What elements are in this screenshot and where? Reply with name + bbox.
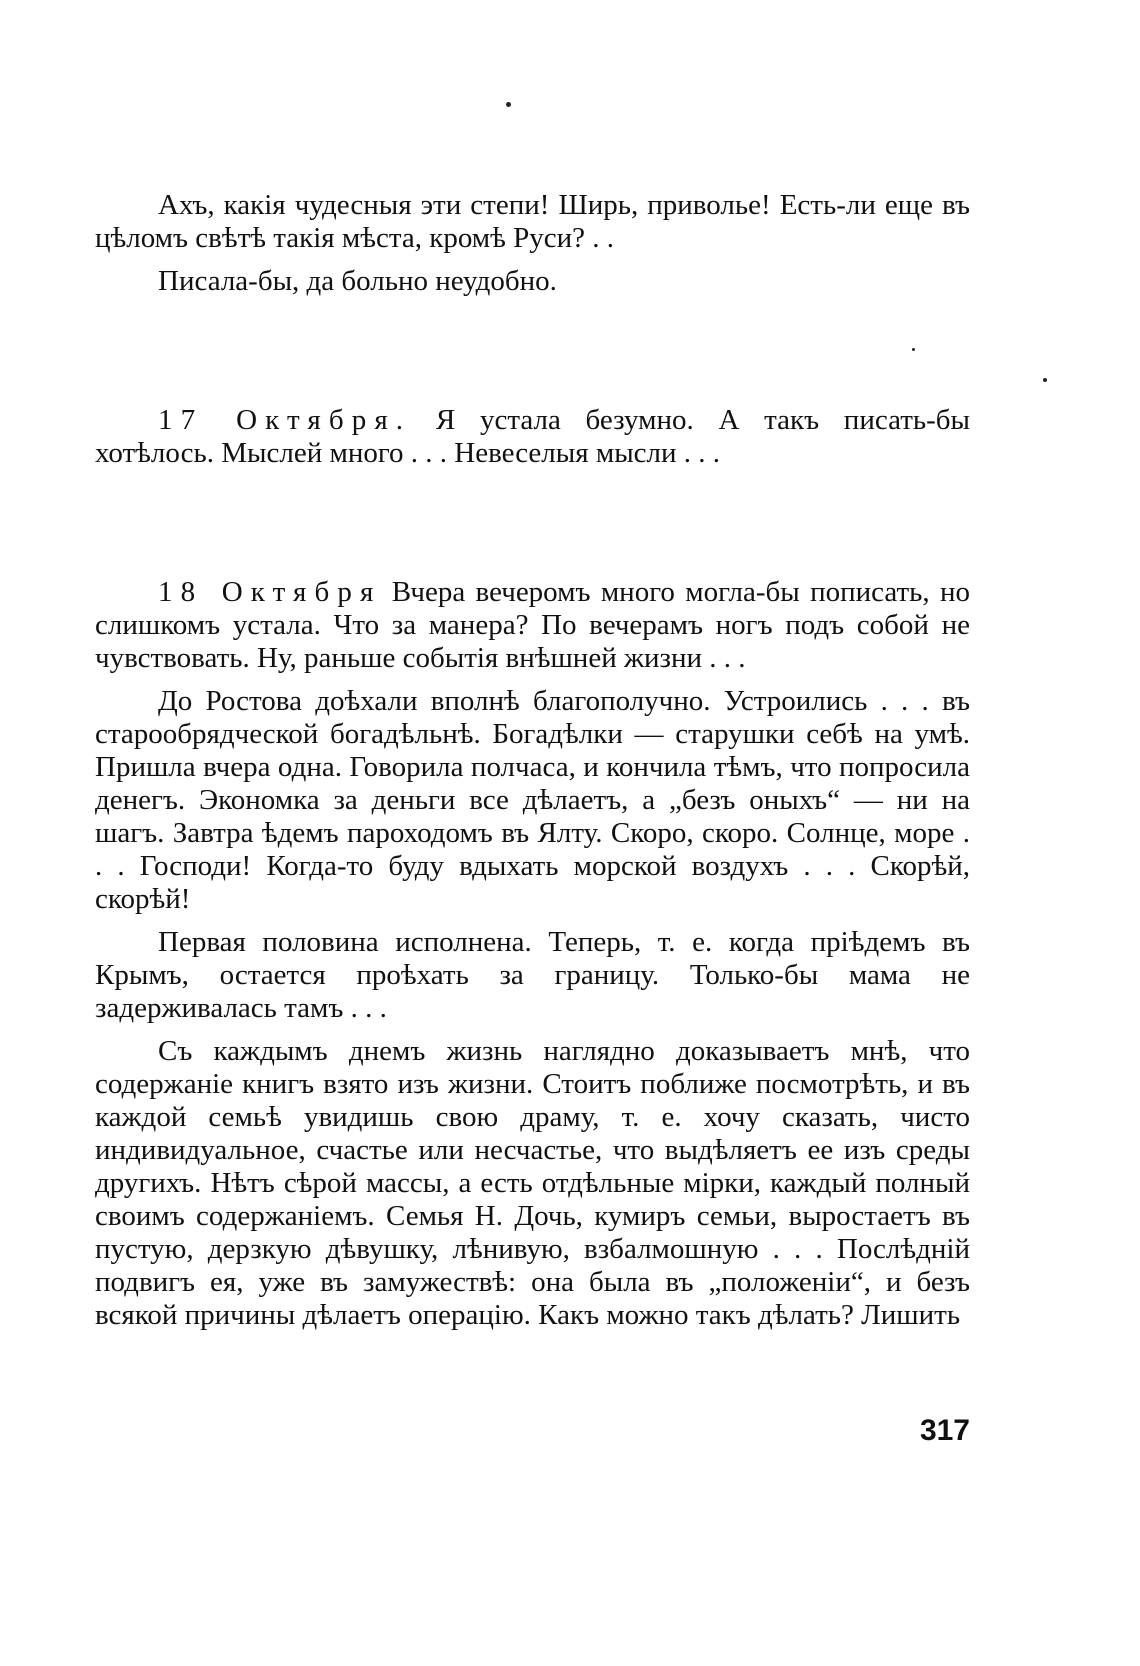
paragraph: Съ каждымъ днемъ жизнь наглядно доказываетъ мнѣ, что содержаніе книгъ взято изъ жизни. Стоитъ поближе посмотрѣть, и въ каждой семьѣ увидишь свою драму, т. е. хочу сказать, чисто индивидуальное, счастье или несчастье, что выдѣляетъ ее изъ среды другихъ. Нѣтъ сѣрой массы, а есть отдѣльные мірки, каждый полный своимъ содержаніемъ. Семья Н. Дочь, кумиръ семьи, выростаетъ въ пустую, дерзкую дѣвушку, лѣнивую, взбалмошную . . . Послѣдній подвигъ ея, уже въ замужествѣ: она была въ „положеніи“, и безъ всякой причины дѣлаетъ операцію. Какъ можно такъ дѣлать? Лишить — [95, 1035, 970, 1331]
entry-date: 17 Октября. — [158, 404, 412, 436]
entry-intro — [95, 189, 970, 298]
paragraph: До Ростова доѣхали вполнѣ благополучно. Устроились . . . въ старообрядческой богадѣльнѣ. Богадѣлки — старушки себѣ на умѣ. Пришла вчера одна. Говорила полчаса, и кончила тѣмъ, что попросила денегъ. Экономка за деньги все дѣлаетъ, а „безъ оныхъ“ — ни на шагъ. Завтра ѣдемъ пароходомъ въ Ялту. Скоро, скоро. Солнце, море . . . Господи! Когда-то буду вдыхать морской воздухъ . . . Скорѣй, скорѣй! — [95, 685, 970, 915]
print-speck — [506, 102, 511, 107]
entry-date: 18 Октября — [158, 576, 382, 608]
paragraph: Писала-бы, да больно неудобно. — [158, 265, 557, 297]
entry-paragraph — [95, 576, 970, 675]
entry-oct-17 — [95, 404, 970, 470]
paragraph: Ахъ, какія чудесныя эти степи! Ширь, приволье! Есть-ли еще въ цѣломъ свѣтѣ такія мѣста, кромѣ Руси? . . — [95, 189, 970, 254]
entry-text: Я устала безумно. А такъ писать-бы хотѣлось. Мыслей много . . . Невеселыя мысли . . . — [95, 404, 970, 469]
entry-text: Вчера вечеромъ много могла-бы пописать, но слишкомъ устала. Что за манера? По вечерамъ ногъ подъ собой не чувствовать. Ну, раньше событія внѣшней жизни . . . — [95, 576, 970, 674]
paragraph: Первая половина исполнена. Теперь, т. е. когда пріѣдемъ въ Крымъ, остается проѣхать за границу. Только-бы мама не задерживалась тамъ . . . — [95, 926, 970, 1024]
print-speck — [1043, 378, 1047, 382]
entry-paragraph — [95, 404, 970, 470]
entry-oct-18 — [95, 576, 970, 1332]
page-number: 317 — [919, 1414, 970, 1447]
print-speck — [912, 348, 915, 351]
